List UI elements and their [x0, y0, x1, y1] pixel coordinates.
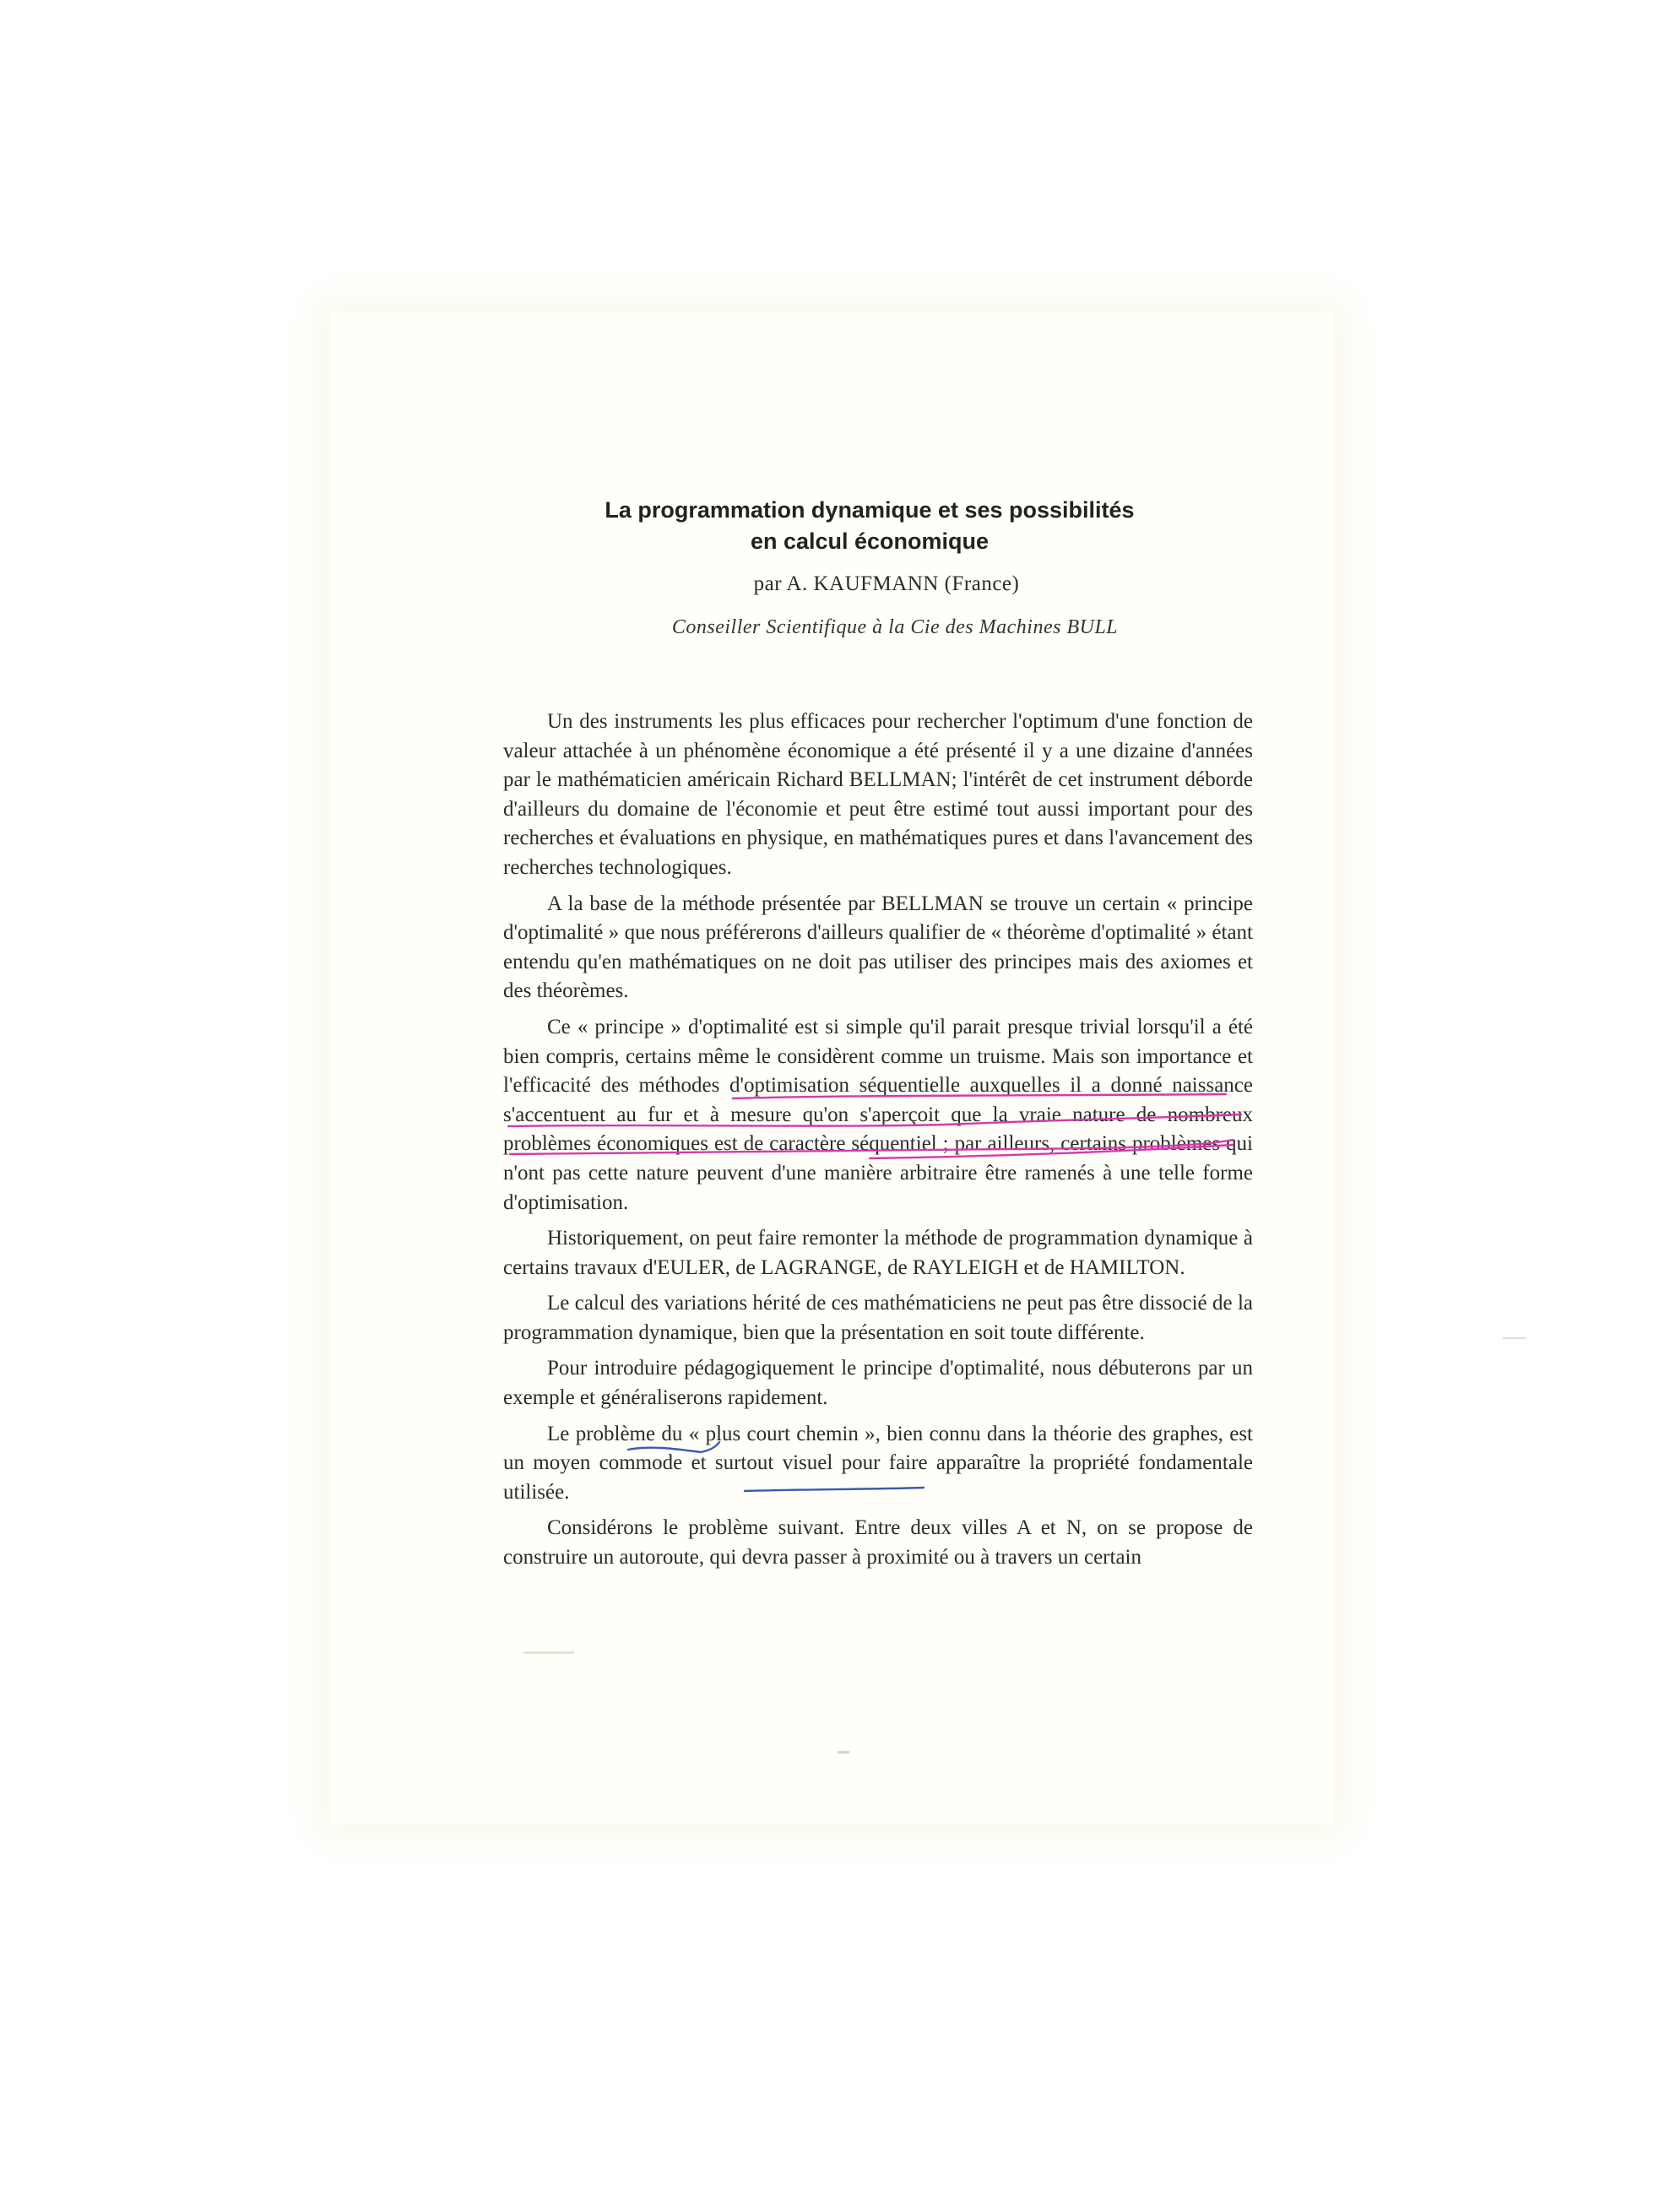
- paragraph: Le calcul des variations hérité de ces mathématiciens ne peut pas être dissocié de la programmation dynamique, bien que la présentation en soit toute différente.: [503, 1292, 1253, 1344]
- scan-speck: [838, 1751, 849, 1754]
- title-line-2: en calcul économique: [750, 529, 990, 554]
- paragraph: Un des instruments les plus efficaces pour rechercher l'optimum d'une fonction de valeur attachée à un phénomène économique a été présenté il y a une dizaine d'années par le mathématicien américain Richard BELLMAN; l'intérêt de cet instrument déborde d'ailleurs du domaine de l'économie et peut être estimé tout aussi important pour des recherches et évaluations en physique, en mathématiques pures et dans l'avancement des recherches technologiques.: [503, 710, 1253, 879]
- author-line: par A. KAUFMANN (France): [753, 572, 1020, 595]
- paragraph: Pour introduire pédagogiquement le principe d'optimalité, nous débuterons par un exemple et généraliserons rapidement.: [503, 1357, 1253, 1410]
- paragraph: Ce « principe » d'optimalité est si simple qu'il parait presque trivial lorsqu'il a été bien compris, certains même le considèrent comme un truisme. Mais son importance et l'efficacité des méthodes d'optimisation séquentielle auxquelles il a donné naissance s'accentuent au fur et à mesure qu'on s'aperçoit que la vraie nature de nombreux problèmes économiques est de caractère séquentiel ; par ailleurs, certains problèmes qui n'ont pas cette nature peuvent d'une manière arbitraire être ramenés à une telle forme d'optimisation.: [503, 1015, 1253, 1214]
- paragraph: A la base de la méthode présentée par BELLMAN se trouve un certain « principe d'optimalité » que nous préférerons d'ailleurs qualifier de « théorème d'optimalité » étant entendu qu'en mathématiques on ne doit pas utiliser des principes mais des axiomes et des théorèmes.: [503, 892, 1253, 1003]
- paragraph: Historiquement, on peut faire remonter la méthode de programmation dynamique à certains travaux d'EULER, de LAGRANGE, de RAYLEIGH et de HAMILTON.: [503, 1227, 1253, 1279]
- paragraph: Le problème du « plus court chemin », bien connu dans la théorie des graphes, est un moyen commode et surtout visuel pour faire apparaître la propriété fondamentale utilisée.: [503, 1422, 1253, 1504]
- title-line-1: La programmation dynamique et ses possibilités: [605, 497, 1135, 523]
- article-title: [523, 495, 1216, 557]
- scan-speck: [523, 1651, 574, 1654]
- article-body: [503, 708, 1253, 1580]
- scan-speck: [1503, 1337, 1526, 1339]
- paragraph: Considérons le problème suivant. Entre deux villes A et N, on se propose de construire un autoroute, qui devra passer à proximité ou à travers un certain: [503, 1516, 1253, 1570]
- affiliation-line: Conseiller Scientifique à la Cie des Machines BULL: [671, 616, 1119, 638]
